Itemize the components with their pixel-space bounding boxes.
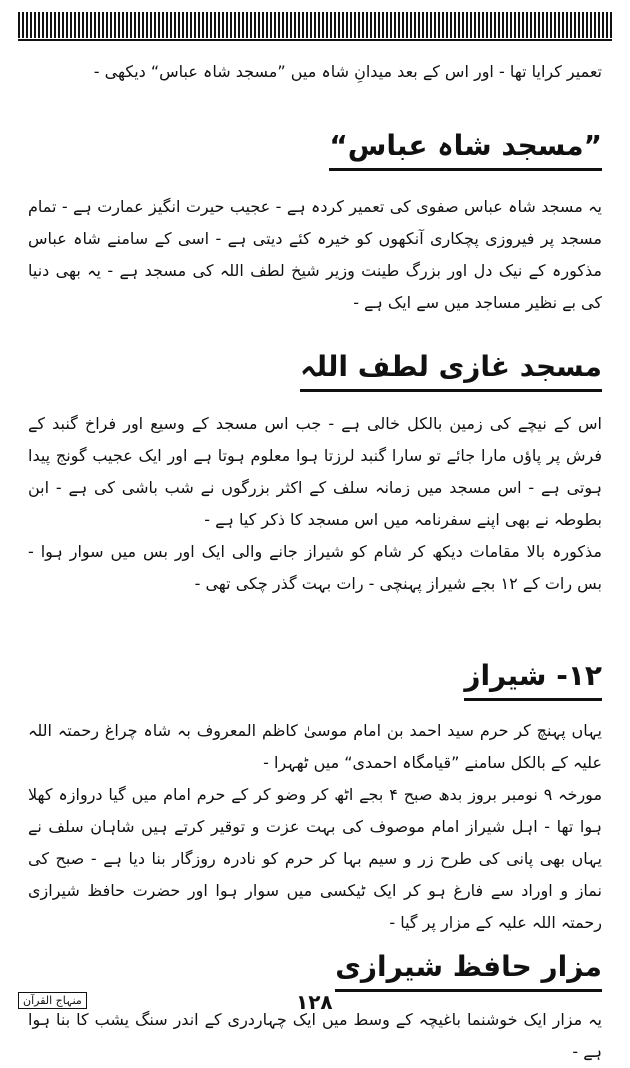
heading-masjid-shah-abbas: ”مسجد شاہ عباس“	[329, 126, 602, 171]
paragraph-shah-abbas: یہ مسجد شاہ عباس صفوی کی تعمیر کردہ ہے - عجیب حیرت انگیز عمارت ہے - تمام مسجد پر فیروزی پچکاری آنکھوں کو خیرہ کئے دیتی ہے - اسی کے سامنے شاہ عباس مذکورہ کے نیک دل اور بزرگ طینت وزیر شیخ لطف اللہ کی مسجد ہے - یہ بھی دنیا کی بے نظیر مساجد میں سے ایک ہے -	[28, 197, 602, 312]
section-heading-wrap	[28, 656, 602, 701]
heading-shiraz: ۱۲- شیراز	[464, 656, 602, 701]
intro-paragraph: تعمیر کرایا تھا - اور اس کے بعد میدانِ شاہ میں ”مسجد شاہ عباس“ دیکھی -	[93, 62, 602, 81]
paragraph-shiraz-visit: مورخہ ۹ نومبر بروز بدھ صبح ۴ بجے اٹھ کر وضو کر کے حرم امام میں گیا دروازہ کھلا ہوا تھا - اہل شیراز امام موصوف کی بہت عزت و توقیر کرتے ہیں شاہان سلف نے یہاں بھی پانی کی طرح زر و سیم بہا کر حرم کو نادرہ روزگار بنا دیا ہے - صبح کی نماز و اوراد سے فارغ ہو کر ایک ٹیکسی میں سوار ہوا اور حضرت حافظ شیرازی رحمتہ اللہ علیہ کے مزار پر گیا -	[28, 785, 603, 932]
heading-masjid-lutfullah: مسجد غازی لطف اللہ	[300, 347, 602, 392]
heading-hafez-tomb: مزار حافظ شیرازی	[335, 947, 602, 992]
page-footer	[18, 988, 612, 1018]
top-border-rule	[18, 12, 612, 38]
publisher-mark: منہاج القرآن	[18, 992, 87, 1009]
section-heading-wrap	[28, 126, 602, 171]
section-heading-wrap	[28, 347, 602, 392]
section-heading-wrap	[28, 947, 602, 992]
paragraph-shiraz-arrival: یہاں پہنچ کر حرم سید احمد بن امام موسیٰ کاظم المعروف بہ شاہ چراغ رحمتہ اللہ علیہ کے بالکل سامنے ”قیامگاہ احمدی“ میں ٹھہرا -	[28, 721, 602, 772]
paragraph-lutfullah: اس کے نیچے کی زمین بالکل خالی ہے - جب اس مسجد کے وسیع اور فراخ گنبد کے فرش پر پاؤں مارا جائے تو سارا گنبد لرزتا ہوا معلوم ہوتا ہے اور ایک عجیب گونج پیدا ہوتی ہے - اس مسجد میں زمانہ سلف کے اکثر بزرگوں نے شب باشی کی ہے - ابن بطوطہ نے بھی اپنے سفرنامہ میں اس مسجد کا ذکر کیا ہے -	[28, 414, 602, 529]
paragraph-journey-shiraz: مذکورہ بالا مقامات دیکھ کر شام کو شیراز جانے والی ایک اور بس میں سوار ہوا - بس رات کے ۱۲ بجے شیراز پہنچی - رات بہت گذر چکی تھی -	[28, 542, 602, 593]
page-content	[28, 50, 602, 1068]
paragraph-hafez-tomb: یہ مزار ایک خوشنما باغیچہ کے وسط میں ایک چہاردری کے اندر سنگ یشب کا بنا ہوا ہے -	[28, 1010, 602, 1061]
page-number: ۱۲۸	[296, 990, 333, 1014]
